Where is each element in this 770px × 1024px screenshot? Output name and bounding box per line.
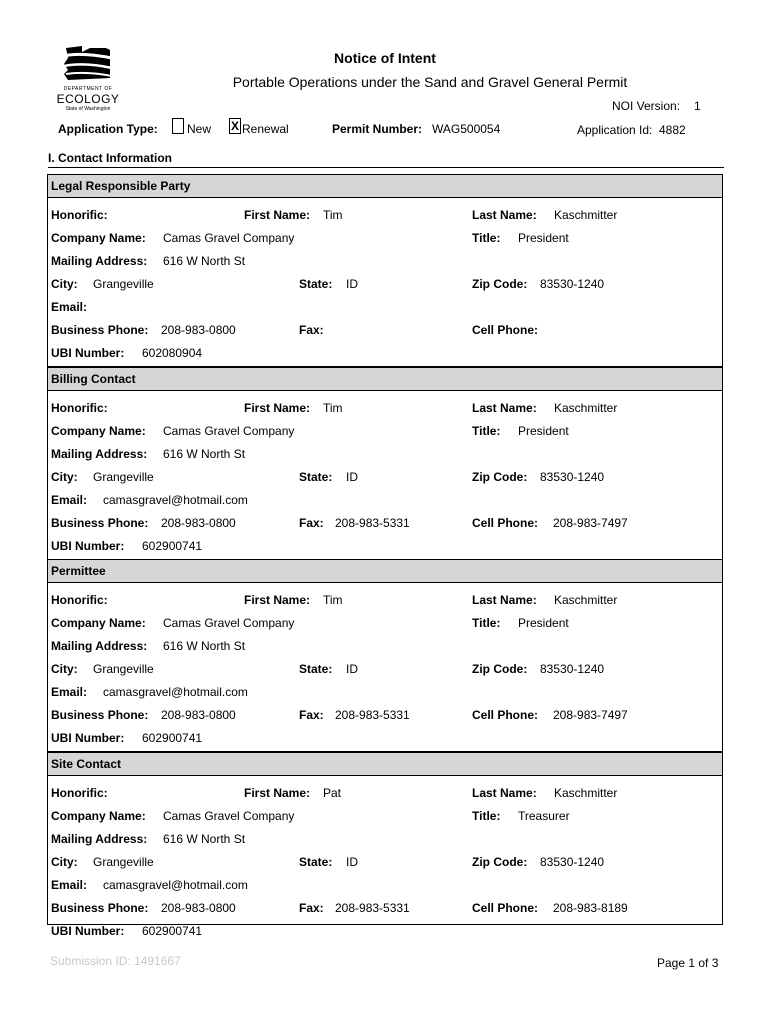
contact-row bbox=[48, 878, 722, 894]
company-name-label: Company Name: bbox=[51, 616, 146, 630]
business-phone-label: Business Phone: bbox=[51, 708, 149, 722]
fax-value: 208-983-5331 bbox=[335, 901, 410, 915]
state-value: ID bbox=[346, 662, 358, 676]
page-number: Page 1 of 3 bbox=[657, 956, 719, 970]
city-label: City: bbox=[51, 855, 78, 869]
new-label: New bbox=[187, 122, 212, 136]
last-name-value: Kaschmitter bbox=[554, 208, 618, 222]
email-value: camasgravel@hotmail.com bbox=[103, 685, 248, 699]
cell-phone-label: Cell Phone: bbox=[472, 516, 539, 530]
title-label: Title: bbox=[472, 424, 501, 438]
state-value: ID bbox=[346, 855, 358, 869]
mailing-address-value: 616 W North St bbox=[163, 254, 246, 268]
contact-box bbox=[47, 174, 723, 367]
noi-version-value: 1 bbox=[694, 99, 701, 113]
zip-label: Zip Code: bbox=[472, 277, 528, 291]
contact-row bbox=[48, 254, 722, 270]
application-id-value: 4882 bbox=[659, 123, 686, 137]
section-divider bbox=[48, 167, 724, 168]
fax-value: 208-983-5331 bbox=[335, 516, 410, 530]
mailing-address-label: Mailing Address: bbox=[51, 447, 148, 461]
state-label: State: bbox=[299, 470, 333, 484]
title-value: Treasurer bbox=[518, 809, 570, 823]
email-label: Email: bbox=[51, 300, 88, 314]
permit-number-label: Permit Number: bbox=[332, 122, 423, 136]
ubi-label: UBI Number: bbox=[51, 731, 125, 745]
contact-row bbox=[48, 708, 722, 724]
contact-box bbox=[47, 367, 723, 560]
business-phone-value: 208-983-0800 bbox=[161, 708, 236, 722]
contact-row bbox=[48, 401, 722, 417]
honorific-label: Honorific: bbox=[51, 593, 108, 607]
contact-row bbox=[48, 300, 722, 316]
honorific-label: Honorific: bbox=[51, 208, 108, 222]
contact-box bbox=[47, 752, 723, 938]
city-value: Grangeville bbox=[93, 662, 154, 676]
mailing-address-value: 616 W North St bbox=[163, 639, 246, 653]
company-name-value: Camas Gravel Company bbox=[163, 424, 295, 438]
logo-state-text: State of Washington bbox=[65, 106, 111, 112]
last-name-value: Kaschmitter bbox=[554, 593, 618, 607]
title-label: Title: bbox=[472, 231, 501, 245]
zip-label: Zip Code: bbox=[472, 855, 528, 869]
first-name-label: First Name: bbox=[244, 593, 311, 607]
contact-row bbox=[48, 323, 722, 339]
fax-label: Fax: bbox=[299, 516, 324, 530]
city-value: Grangeville bbox=[93, 277, 154, 291]
document-subtitle: Portable Operations under the Sand and Gravel General Permit bbox=[232, 74, 628, 90]
mailing-address-value: 616 W North St bbox=[163, 832, 246, 846]
ubi-label: UBI Number: bbox=[51, 924, 125, 938]
state-value: ID bbox=[346, 277, 358, 291]
fax-label: Fax: bbox=[299, 901, 324, 915]
contact-row bbox=[48, 424, 722, 440]
honorific-label: Honorific: bbox=[51, 401, 108, 415]
fax-label: Fax: bbox=[299, 323, 324, 337]
mailing-address-label: Mailing Address: bbox=[51, 254, 148, 268]
contact-row bbox=[48, 516, 722, 532]
zip-value: 83530-1240 bbox=[540, 855, 605, 869]
contact-row bbox=[48, 685, 722, 701]
contact-row bbox=[48, 447, 722, 463]
cell-phone-value: 208-983-8189 bbox=[553, 901, 628, 915]
contact-row bbox=[48, 470, 722, 486]
ubi-value: 602900741 bbox=[142, 731, 203, 745]
zip-label: Zip Code: bbox=[472, 470, 528, 484]
company-name-value: Camas Gravel Company bbox=[163, 809, 295, 823]
business-phone-value: 208-983-0800 bbox=[161, 901, 236, 915]
ubi-value: 602080904 bbox=[142, 346, 203, 360]
business-phone-value: 208-983-0800 bbox=[161, 323, 236, 337]
company-name-label: Company Name: bbox=[51, 809, 146, 823]
last-name-label: Last Name: bbox=[472, 593, 537, 607]
email-label: Email: bbox=[51, 878, 88, 892]
logo-dept-text: DEPARTMENT OF bbox=[63, 86, 113, 92]
mailing-address-value: 616 W North St bbox=[163, 447, 246, 461]
ubi-value: 602900741 bbox=[142, 539, 203, 553]
cell-phone-label: Cell Phone: bbox=[472, 323, 539, 337]
contact-row bbox=[48, 539, 722, 555]
application-id-label: Application Id: bbox=[577, 123, 653, 137]
city-label: City: bbox=[51, 470, 78, 484]
last-name-label: Last Name: bbox=[472, 208, 537, 222]
cell-phone-label: Cell Phone: bbox=[472, 901, 539, 915]
contact-section-heading: Billing Contact bbox=[48, 368, 722, 391]
last-name-value: Kaschmitter bbox=[554, 401, 618, 415]
first-name-label: First Name: bbox=[244, 208, 311, 222]
ubi-label: UBI Number: bbox=[51, 539, 125, 553]
contact-row bbox=[48, 809, 722, 825]
honorific-label: Honorific: bbox=[51, 786, 108, 800]
city-label: City: bbox=[51, 277, 78, 291]
city-label: City: bbox=[51, 662, 78, 676]
contact-row bbox=[48, 346, 722, 362]
contact-row bbox=[48, 593, 722, 609]
title-value: President bbox=[518, 424, 569, 438]
email-label: Email: bbox=[51, 493, 88, 507]
city-value: Grangeville bbox=[93, 470, 154, 484]
ubi-value: 602900741 bbox=[142, 924, 203, 938]
company-name-label: Company Name: bbox=[51, 424, 146, 438]
first-name-value: Tim bbox=[323, 401, 343, 415]
contact-row bbox=[48, 855, 722, 871]
title-label: Title: bbox=[472, 809, 501, 823]
section-title: I. Contact Information bbox=[48, 151, 172, 165]
contact-box bbox=[47, 559, 723, 752]
cell-phone-label: Cell Phone: bbox=[472, 708, 539, 722]
first-name-value: Tim bbox=[323, 593, 343, 607]
zip-label: Zip Code: bbox=[472, 662, 528, 676]
title-value: President bbox=[518, 231, 569, 245]
submission-id: Submission ID: 1491667 bbox=[50, 954, 181, 968]
renewal-checkbox[interactable]: X bbox=[230, 119, 239, 133]
first-name-label: First Name: bbox=[244, 786, 311, 800]
last-name-label: Last Name: bbox=[472, 401, 537, 415]
contact-section-heading: Site Contact bbox=[48, 753, 722, 776]
business-phone-label: Business Phone: bbox=[51, 901, 149, 915]
contact-section-heading: Permittee bbox=[48, 560, 722, 583]
email-value: camasgravel@hotmail.com bbox=[103, 878, 248, 892]
title-value: President bbox=[518, 616, 569, 630]
contact-section-heading: Legal Responsible Party bbox=[48, 175, 722, 198]
company-name-label: Company Name: bbox=[51, 231, 146, 245]
application-type-label: Application Type: bbox=[58, 122, 158, 136]
contact-row bbox=[48, 616, 722, 632]
title-label: Title: bbox=[472, 616, 501, 630]
cell-phone-value: 208-983-7497 bbox=[553, 708, 628, 722]
contact-row bbox=[48, 662, 722, 678]
email-value: camasgravel@hotmail.com bbox=[103, 493, 248, 507]
mailing-address-label: Mailing Address: bbox=[51, 639, 148, 653]
business-phone-value: 208-983-0800 bbox=[161, 516, 236, 530]
contact-row bbox=[48, 832, 722, 848]
contact-row bbox=[48, 231, 722, 247]
logo-name-text: ECOLOGY bbox=[56, 92, 120, 106]
last-name-label: Last Name: bbox=[472, 786, 537, 800]
city-value: Grangeville bbox=[93, 855, 154, 869]
business-phone-label: Business Phone: bbox=[51, 516, 149, 530]
state-label: State: bbox=[299, 277, 333, 291]
first-name-value: Pat bbox=[323, 786, 342, 800]
mailing-address-label: Mailing Address: bbox=[51, 832, 148, 846]
contact-row bbox=[48, 277, 722, 293]
fax-value: 208-983-5331 bbox=[335, 708, 410, 722]
state-value: ID bbox=[346, 470, 358, 484]
document-title: Notice of Intent bbox=[334, 50, 436, 66]
renewal-label: Renewal bbox=[242, 122, 289, 136]
email-label: Email: bbox=[51, 685, 88, 699]
noi-version-label: NOI Version: bbox=[612, 99, 681, 113]
new-checkbox[interactable] bbox=[172, 118, 184, 134]
zip-value: 83530-1240 bbox=[540, 662, 605, 676]
contact-row bbox=[48, 901, 722, 917]
business-phone-label: Business Phone: bbox=[51, 323, 149, 337]
contact-row bbox=[48, 731, 722, 747]
fax-label: Fax: bbox=[299, 708, 324, 722]
state-label: State: bbox=[299, 662, 333, 676]
zip-value: 83530-1240 bbox=[540, 277, 605, 291]
ubi-label: UBI Number: bbox=[51, 346, 125, 360]
first-name-label: First Name: bbox=[244, 401, 311, 415]
state-label: State: bbox=[299, 855, 333, 869]
contact-row bbox=[48, 639, 722, 655]
contact-row bbox=[48, 208, 722, 224]
contact-row bbox=[48, 786, 722, 802]
company-name-value: Camas Gravel Company bbox=[163, 616, 295, 630]
zip-value: 83530-1240 bbox=[540, 470, 605, 484]
permit-number-value: WAG500054 bbox=[432, 122, 501, 136]
last-name-value: Kaschmitter bbox=[554, 786, 618, 800]
first-name-value: Tim bbox=[323, 208, 343, 222]
contact-row bbox=[48, 924, 722, 940]
contact-row bbox=[48, 493, 722, 509]
cell-phone-value: 208-983-7497 bbox=[553, 516, 628, 530]
company-name-value: Camas Gravel Company bbox=[163, 231, 295, 245]
